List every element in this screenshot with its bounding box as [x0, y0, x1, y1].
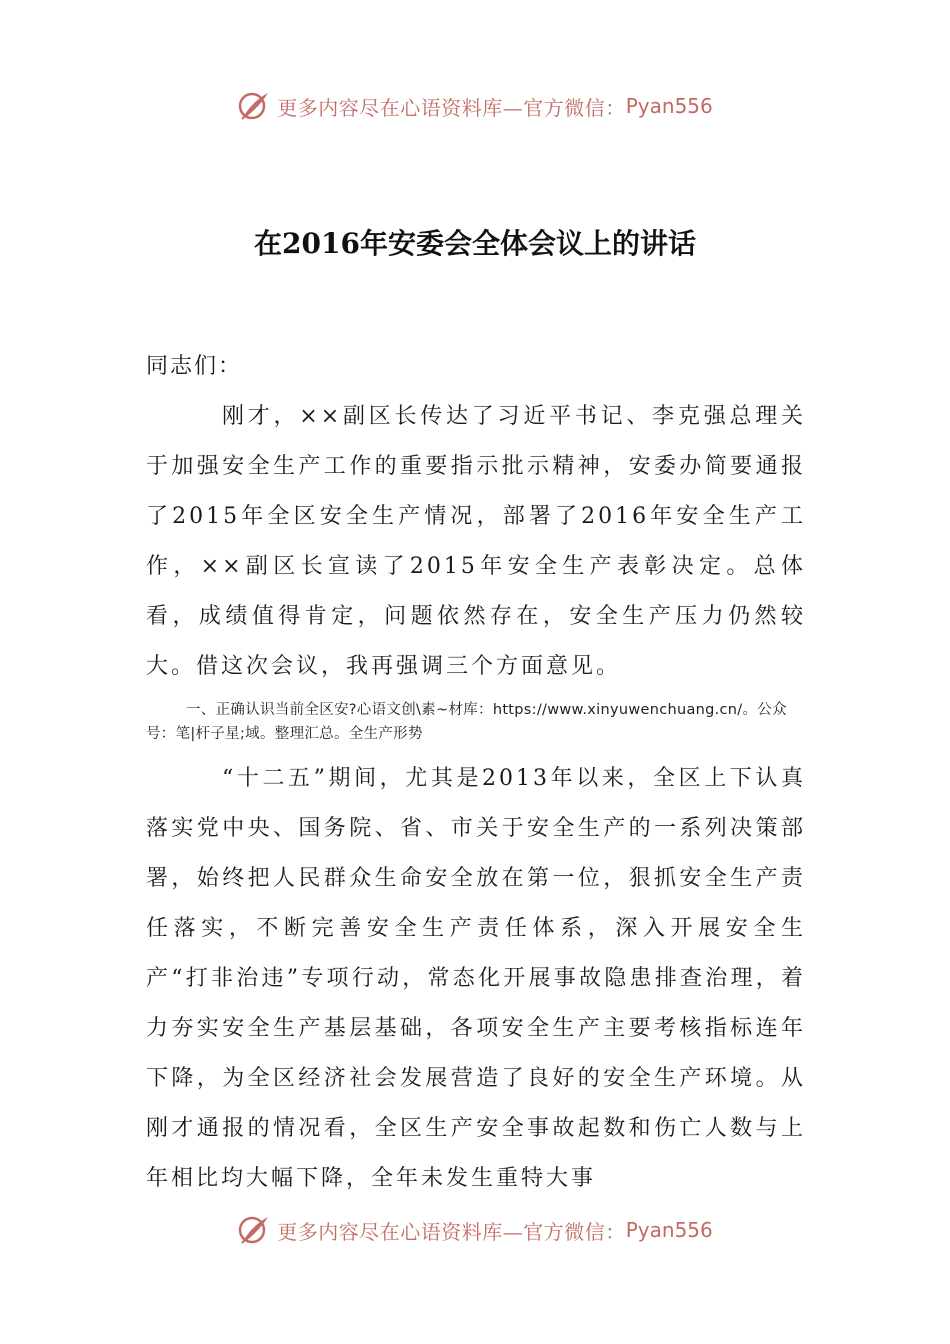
- header-banner: [0, 84, 950, 128]
- quill-logo-icon: [237, 1213, 271, 1247]
- banner-wechat-id: Pyan556: [625, 1218, 713, 1242]
- document-body: [146, 342, 806, 1204]
- banner-wechat-id: Pyan556: [625, 94, 713, 118]
- paragraph-1: 刚才，××副区长传达了习近平书记、李克强总理关于加强安全生产工作的重要指示批示精神，安委办简要通报了2015年全区安全生产情况，部署了2016年安全生产工作，××副区长宣读了2015年安全生产表彰决定。总体看，成绩值得肯定，问题依然存在，安全生产压力仍然较大。借这次会议，我再强调三个方面意见。: [146, 404, 806, 679]
- paragraph-2: “十二五”期间，尤其是2013年以来，全区上下认真落实党中央、国务院、省、市关于安全生产的一系列决策部署，始终把人民群众生命安全放在第一位，狠抓安全生产责任落实，不断完善安全生产责任体系，深入开展安全生产“打非治违”专项行动，常态化开展事故隐患排查治理，着力夯实安全生产基层基础，各项安全生产主要考核指标连年下降，为全区经济社会发展营造了良好的安全生产环境。从刚才通报的情况看，全区生产安全事故起数和伤亡人数与上年相比均大幅下降，全年未发生重特大事: [146, 766, 806, 1191]
- greeting: 同志们：: [146, 354, 243, 379]
- document-title: 在2016年安委会全体会议上的讲话: [254, 227, 696, 260]
- section-heading-1: 一、正确认识当前全区安?心语文创\素~材库：https://www.xinyuwenchuang.cn/。公众号：笔|杆子星;域。整理汇总。全生产形势: [146, 702, 787, 742]
- banner-text: 更多内容尽在心语资料库—官方微信：: [277, 1219, 626, 1244]
- banner-text: 更多内容尽在心语资料库—官方微信：: [277, 95, 626, 120]
- footer-banner: [0, 1208, 950, 1252]
- quill-logo-icon: [237, 89, 271, 123]
